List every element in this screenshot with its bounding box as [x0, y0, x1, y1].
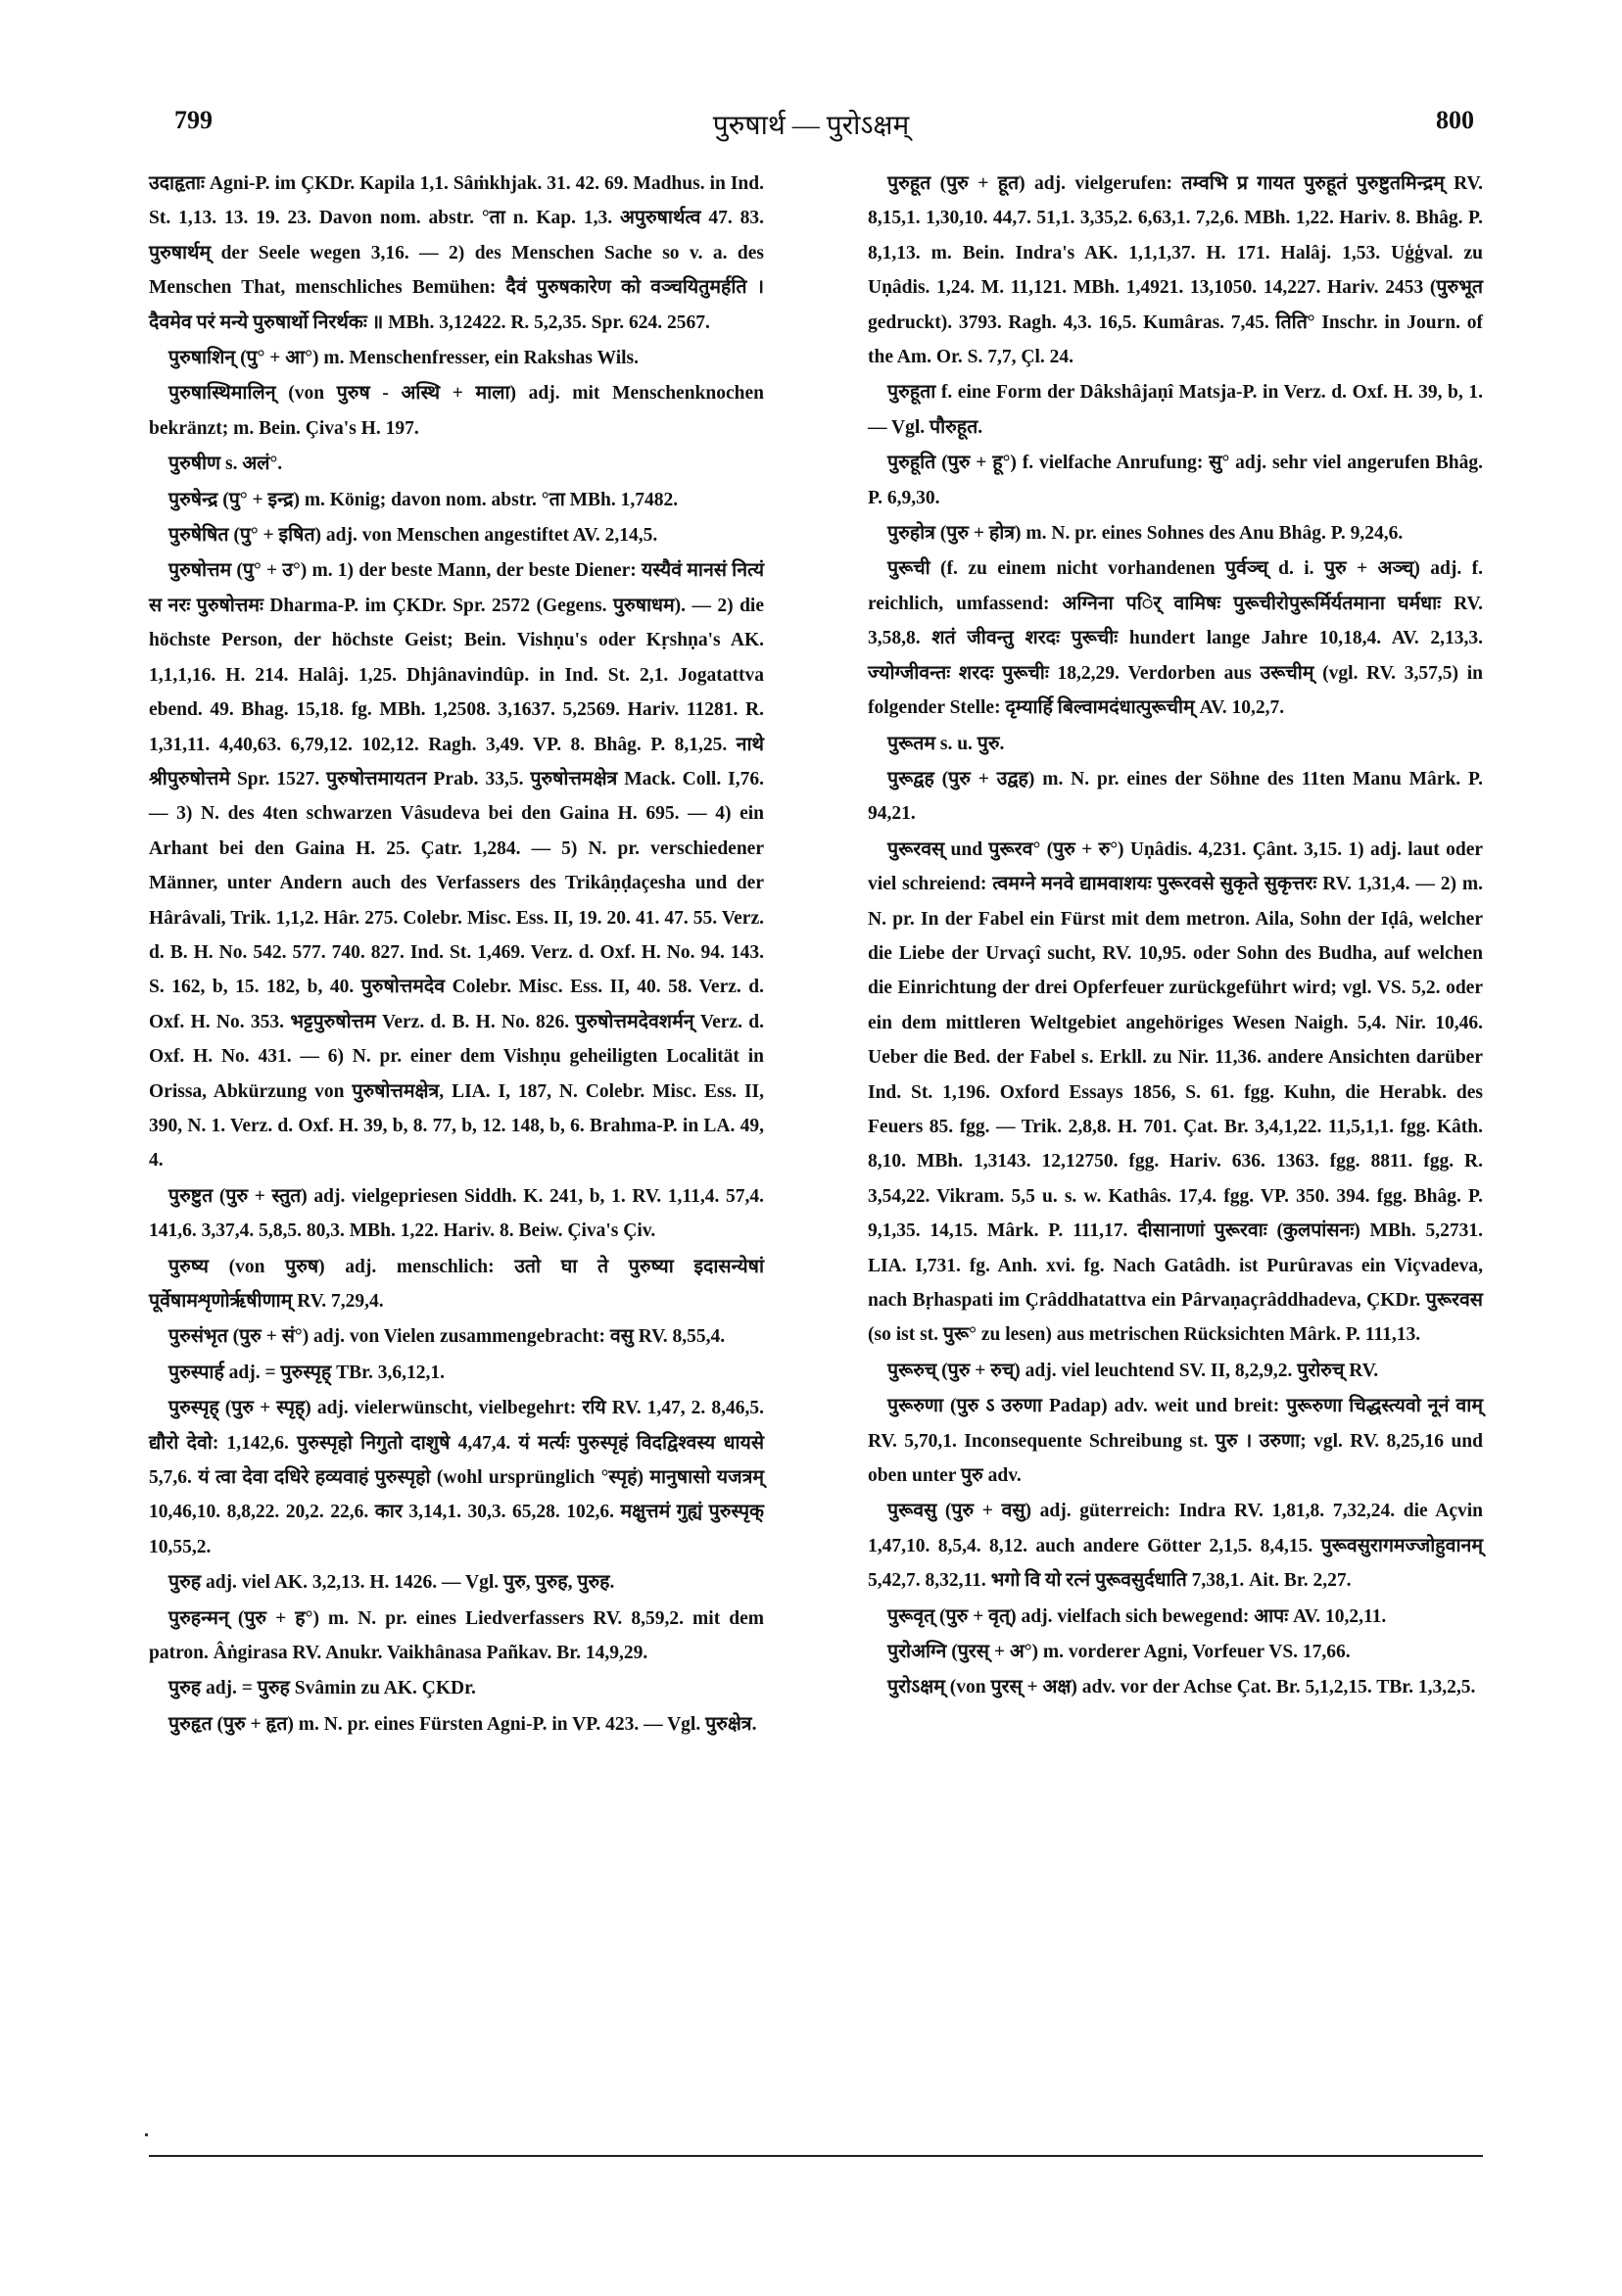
dictionary-entry: पुरूवसु (पुरु + वसु) adj. güterreich: Indra RV. 1,81,8. 7,32,24. die Açvin 1,47,10. 8,5,4. 8,12. auch andere Götter 2,1,5. 8,4,15. पुरूवसुरागमज्जोहुवानम् 5,42,7. 8,32,11. भगो वि यो रत्नं पुरूवसुर्दधाति 7,38,1. Ait. Br. 2,27.: [868, 1501, 1483, 1592]
dictionary-entry: पुरुषाशिन् (पु° + आ°) m. Menschenfresser, ein Rakshas Wils.: [168, 348, 639, 369]
left-column: [149, 167, 764, 1743]
dictionary-entry: पुरुष्टुत (पुरु + स्तुत) adj. vielgepriesen Siddh. K. 241, b, 1. RV. 1,11,4. 57,4. 141,6. 3,37,4. 5,8,5. 80,3. MBh. 1,22. Hariv. 8. Beiw. Çiva's Çiv.: [149, 1185, 764, 1242]
footer-rule: [149, 2155, 1483, 2157]
dictionary-entry: पुरूरुच् (पुरु + रुच्) adj. viel leuchtend SV. II, 8,2,9,2. पुरोरुच् RV.: [887, 1360, 1379, 1381]
page-number-left: 799: [174, 106, 213, 134]
dictionary-entry: पुरुहोत्र (पुरु + होत्र) m. N. pr. eines Sohnes des Anu Bhâg. P. 9,24,6.: [887, 523, 1404, 545]
dictionary-entry: पुरुहूति (पुरु + हू°) f. vielfache Anrufung: सु° adj. sehr viel angerufen Bhâg. P. 6,9,30.: [868, 453, 1483, 508]
speck: [145, 2133, 148, 2136]
dictionary-entry: पुरूवृत् (पुरु + वृत्) adj. vielfach sich bewegend: आपः AV. 10,2,11.: [887, 1605, 1387, 1627]
dictionary-entry: पुरूरुणा (पुरु ऽ उरुणा Padap) adv. weit und breit: पुरूरुणा चिद्धस्त्यवो नूनं वाम् RV. 5,70,1. Inconsequente Schreibung st. पुरु । उरुणा; vgl. RV. 8,25,16 und oben unter पुरु adv.: [868, 1396, 1483, 1487]
dictionary-entry: पुरूची (f. zu einem nicht vorhandenen पुर्वञ्च् d. i. पुरु + अञ्च्) adj. f. reichlich, umfassend: अग्निना पर्ि वामिषः पुरूचीरोपुरूर्मिर्यतमाना घर्मधाः RV. 3,58,8. शतं जीवन्तु शरदः पुरूचीः hundert lange Jahre 10,18,4. AV. 2,13,3. ज्योग्जीवन्तः शरदः पुरूचीः 18,2,29. Verdorben aus उरूचीम् (vgl. RV. 3,57,5) in folgender Stelle: दृम्यार्हि बिल्वामदंधात्पुरूचीम् AV. 10,2,7.: [868, 558, 1483, 719]
dictionary-entry: पुरुहूता f. eine Form der Dâkshâjaṇî Matsja-P. in Verz. d. Oxf. H. 39, b, 1. — Vgl. पौरुहूत.: [868, 382, 1483, 438]
dictionary-entry: पुरुषास्थिमालिन् (von पुरुष - अस्थि + माला) adj. mit Menschenknochen bekränzt; m. Bein. Çiva's H. 197.: [149, 383, 764, 439]
dictionary-entry: पुरुषेन्द्र (पु° + इन्द्र) m. König; davon nom. abstr. °ता MBh. 1,7482.: [168, 489, 679, 510]
running-head: पुरुषार्थ — पुरोऽक्षम्: [712, 111, 910, 141]
dictionary-entry: पुरुह adj. viel AK. 3,2,13. H. 1426. — Vgl. पुरु, पुरुह, पुरुह.: [168, 1572, 615, 1594]
dictionary-entry: पुरुहूत (पुरु + हूत) adj. vielgerufen: तम्वभि प्र गायत पुरुहूतं पुरुष्टुतमिन्द्रम् RV. 8,15,1. 1,30,10. 44,7. 51,1. 3,35,2. 6,63,1. 7,2,6. MBh. 1,22. Hariv. 8. Bhâg. P. 8,1,13. m. Bein. Indra's AK. 1,1,1,37. H. 171. Halâj. 1,53. Uģģval. zu Uṇâdis. 1,24. M. 11,121. MBh. 1,4921. 13,1050. 14,227. Hariv. 2453 (पुरुभूत gedruckt). 3793. Ragh. 4,3. 16,5. Kumâras. 7,45. तिति° Inschr. in Journ. of the Am. Or. S. 7,7, Çl. 24.: [868, 173, 1483, 368]
dictionary-entry: पुरोऽक्षम् (von पुरस् + अक्ष) adv. vor der Achse Çat. Br. 5,1,2,15. TBr. 1,3,2,5.: [887, 1677, 1476, 1698]
right-column: [868, 167, 1483, 1706]
dictionary-entry: पुरुहन्मन् (पुरु + ह°) m. N. pr. eines Liedverfassers RV. 8,59,2. mit dem patron. Âṅgirasa RV. Anukr. Vaikhânasa Pañkav. Br. 14,9,29.: [149, 1607, 764, 1664]
dictionary-entry: पुरुस्पृह् (पुरु + स्पृह्) adj. vielerwünscht, vielbegehrt: रयि RV. 1,47, 2. 8,46,5. द्यौरो देवो: 1,142,6. पुरुस्पृहो निगुतो दाशुषे 4,47,4. यं मर्त्यः पुरुस्पृहं विदद्विश्वस्य धायसे 5,7,6. यं त्वा देवा दधिरे हव्यवाहं पुरुस्पृहो (wohl ursprünglich °स्पृहं) मानुषासो यजत्रम् 10,46,10. 8,8,22. 20,2. 22,6. कार 3,14,1. 30,3. 65,28. 102,6. मक्षुत्तमं गुह्यं पुरुस्पृक् 10,55,2.: [149, 1398, 764, 1557]
dictionary-entry: उदाहृताः Agni-P. im ÇKDr. Kapila 1,1. Sâṁkhjak. 31. 42. 69. Madhus. in Ind. St. 1,13. 13. 19. 23. Davon nom. abstr. °ता n. Kap. 1,3. अपुरुषार्थत्व 47. 83. पुरुषार्थम् der Seele wegen 3,16. — 2) des Menschen Sache so v. a. des Menschen That, menschliches Bemühen: दैवं पुरुषकारेण को वञ्चयितुमर्हति । दैवमेव परं मन्ये पुरुषार्थो निरर्थकः ॥ MBh. 3,12422. R. 5,2,35. Spr. 624. 2567.: [149, 173, 764, 333]
dictionary-entry: पुरोअग्नि (पुरस् + अ°) m. vorderer Agni, Vorfeuer VS. 17,66.: [887, 1642, 1351, 1663]
page-number-right: 800: [1436, 106, 1474, 134]
dictionary-entry: पुरूद्वह (पुरु + उद्वह) m. N. pr. eines der Söhne des 11ten Manu Mârk. P. 94,21.: [868, 768, 1483, 825]
dictionary-entry: पुरुषेषित (पु° + इषित) adj. von Menschen angestiftet AV. 2,14,5.: [168, 525, 658, 547]
dictionary-entry: पुरुसंभृत (पुरु + सं°) adj. von Vielen zusammengebracht: वसु RV. 8,55,4.: [168, 1326, 726, 1348]
dictionary-entry: पुरूरवस् und पुरूरव° (पुरु + रु°) Uṇâdis. 4,231. Çânt. 3,15. 1) adj. laut oder viel schreiend: त्वमग्ने मनवे द्यामवाशयः पुरूरवसे सुकृते सुकृत्तरः RV. 1,31,4. — 2) m. N. pr. In der Fabel ein Fürst mit dem metron. Aila, Sohn der Iḍâ, welcher die Liebe der Urvaçî sucht, RV. 10,95. oder Sohn des Budha, auf welchen die Einrichtung der drei Opferfeuer zurückgeführt wird; vgl. VS. 5,2. oder ein dem mittleren Weltgebiet angehöriges Wesen Naigh. 5,4. Nir. 10,46. Ueber die Bed. der Fabel s. Erkll. zu Nir. 11,36. andere Ansichten darüber Ind. St. 1,196. Oxford Essays 1856, S. 61. fgg. Kuhn, die Herabk. des Feuers 85. fgg. — Trik. 2,8,8. H. 701. Çat. Br. 3,4,1,22. 11,5,1,1. fgg. Kâth. 8,10. MBh. 1,3143. 12,12750. fgg. Hariv. 636. 1363. fgg. 8811. fgg. R. 3,54,22. Vikram. 5,5 u. s. w. Kathâs. 17,4. fgg. VP. 350. 394. fgg. Bhâg. P. 9,1,35. 14,15. Mârk. P. 111,17. दीसानाणां पुरूरवाः (कुलपांसनः) MBh. 5,2731. LIA. I,731. fg. Anh. xvi. fg. Nach Gatâdh. ist Purûravas ein Viçvadeva, nach Bṛhaspati im Çrâddhatattva ein Pârvaṇaçrâddhadeva, ÇKDr. पुरूरवस (so ist st. पुरू° zu lesen) aus metrischen Rücksichten Mârk. P. 111,13.: [868, 838, 1483, 1346]
dictionary-entry: पुरुहृत (पुरु + हृत) m. N. pr. eines Fürsten Agni-P. in VP. 423. — Vgl. पुरुक्षेत्र.: [168, 1713, 757, 1735]
dictionary-entry: पुरूतम s. u. पुरु.: [887, 733, 1005, 754]
dictionary-entry: पुरुषोत्तम (पु° + उ°) m. 1) der beste Mann, der beste Diener: यस्यैवं मानसं नित्यं स नरः पुरुषोत्तमः Dharma-P. im ÇKDr. Spr. 2572 (Gegens. पुरुषाधम). — 2) die höchste Person, der höchste Geist; Bein. Vishṇu's oder Kṛshṇa's AK. 1,1,1,16. H. 214. Halâj. 1,25. Dhjânavindûp. in Ind. St. 2,1. Jogatattva ebend. 49. Bhag. 15,18. fg. MBh. 1,2508. 3,1637. 5,2569. Hariv. 11281. R. 1,31,11. 4,40,63. 6,79,12. 102,12. Ragh. 3,49. VP. 8. Bhâg. P. 8,1,25. नाथे श्रीपुरुषोत्तमे Spr. 1527. पुरुषोत्तमायतन Prab. 33,5. पुरुषोत्तमक्षेत्र Mack. Coll. I,76. — 3) N. des 4ten schwarzen Vâsudeva bei den Gaina H. 695. — 4) ein Arhant bei den Gaina H. 25. Çatr. 1,284. — 5) N. pr. verschiedener Männer, unter Andern auch des Verfassers des Trikâṇḍaçesha und der Hârâvali, Trik. 1,1,2. Hâr. 275. Colebr. Misc. Ess. II, 19. 20. 41. 47. 55. Verz. d. B. H. No. 542. 577. 740. 827. Ind. St. 1,469. Verz. d. Oxf. H. No. 94. 143. S. 162, b, 15. 182, b, 40. पुरुषोत्तमदेव Colebr. Misc. Ess. II, 40. 58. Verz. d. Oxf. H. No. 353. भट्टपुरुषोत्तम Verz. d. B. H. No. 826. पुरुषोत्तमदेवशर्मन् Verz. d. Oxf. H. No. 431. — 6) N. pr. einer dem Vishṇu geheiligten Localität in Orissa, Abkürzung von पुरुषोत्तमक्षेत्र, LIA. I, 187, N. Colebr. Misc. Ess. II, 390, N. 1. Verz. d. Oxf. H. 39, b, 8. 77, b, 12. 148, b, 6. Brahma-P. in LA. 49, 4.: [149, 560, 764, 1172]
dictionary-entry: पुरुस्पार्ह adj. = पुरुस्पृह् TBr. 3,6,12,1.: [168, 1362, 446, 1383]
dictionary-entry: पुरुषीण s. अलं°.: [168, 454, 283, 475]
dictionary-entry: पुरुष्य (von पुरुष) adj. menschlich: उतो घा ते पुरुष्या इदासन्येषां पूर्वेषामशृणोर्ऋषीणाम् RV. 7,29,4.: [149, 1256, 764, 1312]
dictionary-entry: पुरुह adj. = पुरुह Svâmin zu AK. ÇKDr.: [168, 1678, 476, 1699]
